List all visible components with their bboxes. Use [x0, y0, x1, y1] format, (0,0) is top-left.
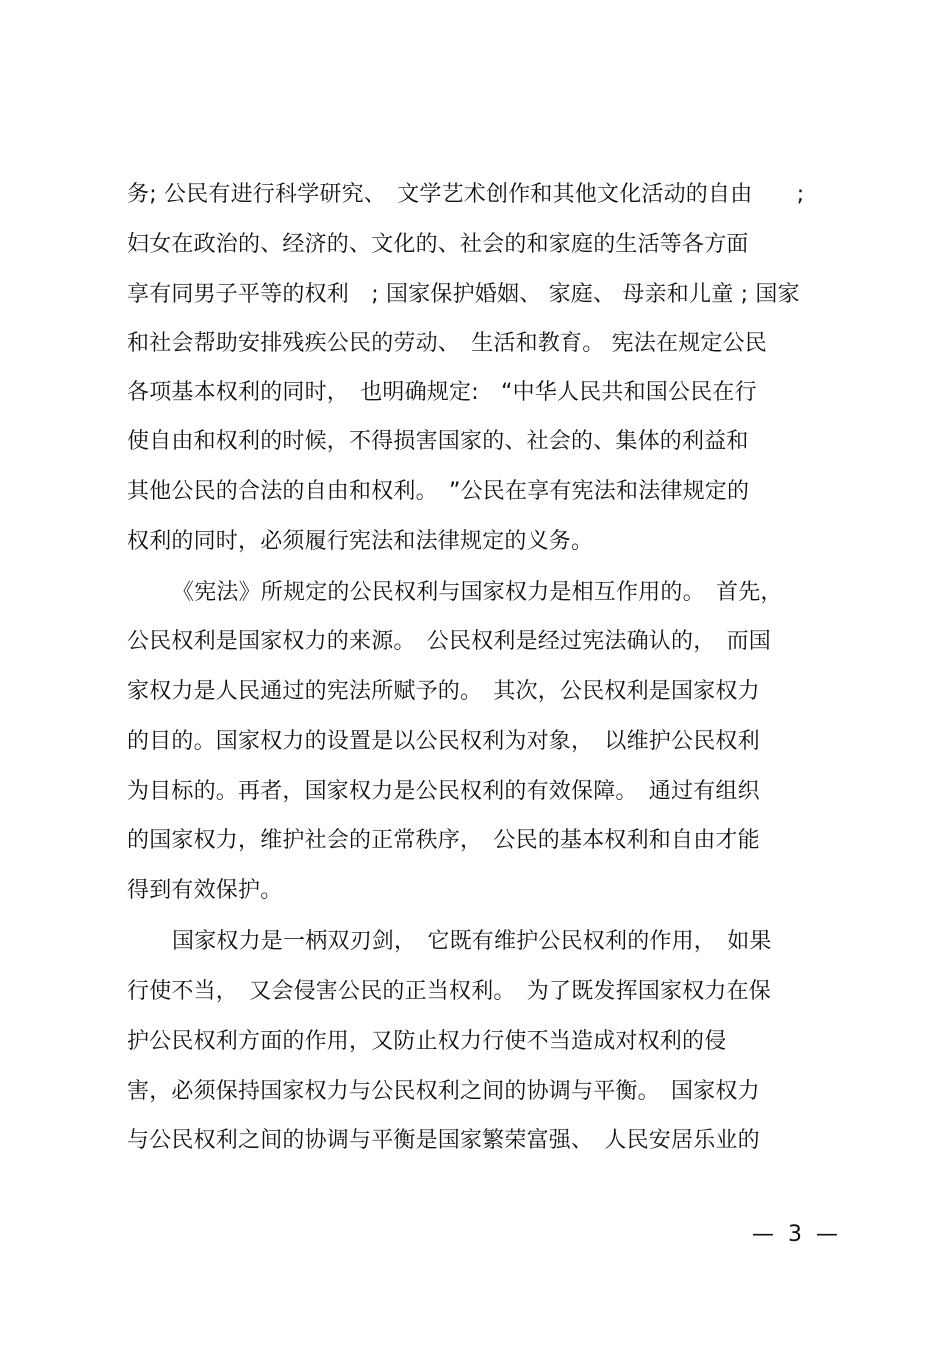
- text-line: 家权力是人民通过的宪法所赋予的。 其次，公民权利是国家权力: [127, 679, 760, 704]
- text-line: 和社会帮助安排残疾公民的劳动、 生活和教育。 宪法在规定公民: [127, 331, 767, 356]
- text-line: 妇女在政治的、经济的、文化的、社会的和家庭的生活等各方面: [127, 232, 749, 257]
- text-line: 护公民权利方面的作用，又防止权力行使不当造成对权利的侵: [127, 1029, 727, 1054]
- text-line: 行使不当， 又会侵害公民的正当权利。 为了既发挥国家权力在保: [127, 979, 772, 1004]
- paragraph-first-line: 国家权力是一柄双刃剑， 它既有维护公民权利的作用， 如果: [172, 929, 772, 954]
- text-line: 公民权利是国家权力的来源。 公民权利是经过宪法确认的， 而国: [127, 629, 772, 654]
- paragraph-first-line: 《宪法》所规定的公民权利与国家权力是相互作用的。 首先，: [172, 580, 783, 605]
- page-number: — 3 —: [752, 1222, 838, 1247]
- text-line: 其他公民的合法的自由和权利。 ”公民在享有宪法和法律规定的: [127, 479, 750, 504]
- text-line: 害，必须保持国家权力与公民权利之间的协调与平衡。 国家权力: [127, 1079, 760, 1104]
- text-line: 为目标的。再者，国家权力是公民权利的有效保障。 通过有组织: [127, 779, 760, 804]
- text-line: 与公民权利之间的协调与平衡是国家繁荣富强、 人民安居乐业的: [127, 1128, 760, 1153]
- text-line: 各项基本权利的同时， 也明确规定: “中华人民共和国公民在行: [127, 380, 757, 405]
- text-line: 享有同男子平等的权利 ; 国家保护婚姻、 家庭、 母亲和儿童 ; 国家: [127, 282, 800, 307]
- text-line: 权利的同时，必须履行宪法和法律规定的义务。: [127, 529, 594, 554]
- text-line: 务; 公民有进行科学研究、 文学艺术创作和其他文化活动的自由 ;: [127, 182, 805, 207]
- text-line: 的目的。国家权力的设置是以公民权利为对象， 以维护公民权利: [127, 729, 760, 754]
- text-line: 的国家权力，维护社会的正常秩序， 公民的基本权利和自由才能: [127, 828, 760, 853]
- text-line: 得到有效保护。: [127, 878, 283, 903]
- text-line: 使自由和权利的时候，不得损害国家的、社会的、集体的利益和: [127, 429, 749, 454]
